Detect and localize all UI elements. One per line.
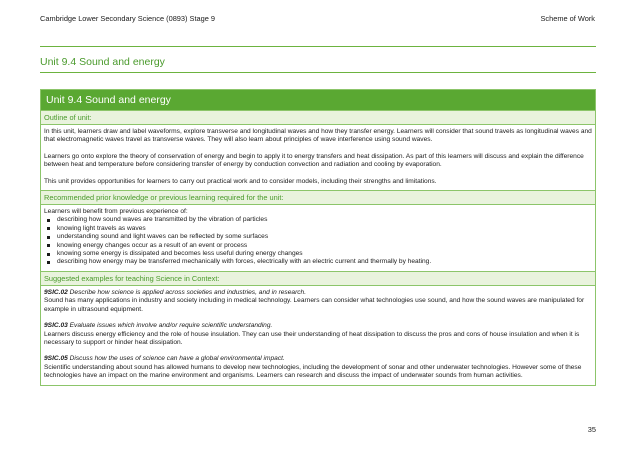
title-divider [40,72,596,73]
outline-heading: Outline of unit: [41,110,595,124]
context-item-text: Scientific understanding about sound has allowed humans to develop new technologies, including the development of sonar and other underwater technologies. However some of these technologies have an impact on the marine environment and organisms. Learners can research and discuss the impact of underwater sounds from human activities. [44,363,582,380]
outline-paragraph: Learners go onto explore the theory of conservation of energy and begin to apply it to energy transfers and heat dissipation. As part of this learners will discuss and explain the difference between heat and temperature before considering transfer of energy by conduction convection and radiation and cooling by evaporation. [44,152,584,169]
page-number: 35 [587,425,596,434]
unit-band-title: Unit 9.4 Sound and energy [41,90,595,110]
list-item: knowing light travels as waves [44,225,592,233]
prior-knowledge-body [41,204,595,271]
list-item: knowing some energy is dissipated and becomes less useful during energy changes [44,250,592,258]
context-code: 9SIC.03 [44,322,68,330]
outline-paragraph: In this unit, learners draw and label waveforms, explore transverse and longitudinal waves and how they transfer energy. Learners will consider that sound travels as longitudinal waves and that electromagnetic waves travel as transverse waves. They will also learn about principles of wave interference using sound waves. [44,128,592,144]
context-item-text: Learners discuss energy efficiency and the role of house insulation. They can use their understanding of heat dissipation to discuss the pros and cons of house insulation and when it is necessary to support or hinder heat dissipation. [44,330,580,346]
list-item: understanding sound and light waves can be reflected by some surfaces [44,233,592,241]
document-header-title: Cambridge Lower Secondary Science (0893) Stage 9 [40,14,216,23]
context-code: 9SIC.02 [44,288,68,296]
prior-knowledge-list [44,216,592,266]
context-item-title [44,355,592,363]
science-in-context-heading: Suggested examples for teaching Science in Context: [41,271,595,285]
document-header-label: Scheme of Work [540,14,595,23]
context-item-text: Sound has many applications in industry and society including in medical technology. Learners can consider what technologies use sound, and how the sound waves are manipulated for example in ultrasound equipment. [44,297,585,313]
list-item: describing how energy may be transferred mechanically with forces, electrically with an electric current and thermally by heating. [44,258,592,266]
context-item-title [44,322,592,330]
unit-table [40,89,596,386]
context-item-title [44,289,592,297]
unit-title: Unit 9.4 Sound and energy [40,56,165,68]
context-title: Evaluate issues which involve and/or require scientific understanding. [67,322,273,330]
context-title: Describe how science is applied across societies and industries, and in research. [67,288,307,296]
prior-knowledge-heading: Recommended prior knowledge or previous learning required for the unit: [41,190,595,204]
outline-paragraph: This unit provides opportunities for learners to carry out practical work and to consider models, including their strengths and limitations. [44,177,437,185]
prior-knowledge-intro: Learners will benefit from previous experience of: [44,208,188,216]
outline-body [41,124,595,190]
science-in-context-body [41,285,595,385]
list-item: describing how sound waves are transmitted by the vibration of particles [44,216,592,224]
context-title: Discuss how the uses of science can have a global environmental impact. [67,355,285,363]
list-item: knowing energy changes occur as a result of an event or process [44,242,592,250]
top-divider [40,46,596,47]
context-code: 9SIC.05 [44,355,68,363]
